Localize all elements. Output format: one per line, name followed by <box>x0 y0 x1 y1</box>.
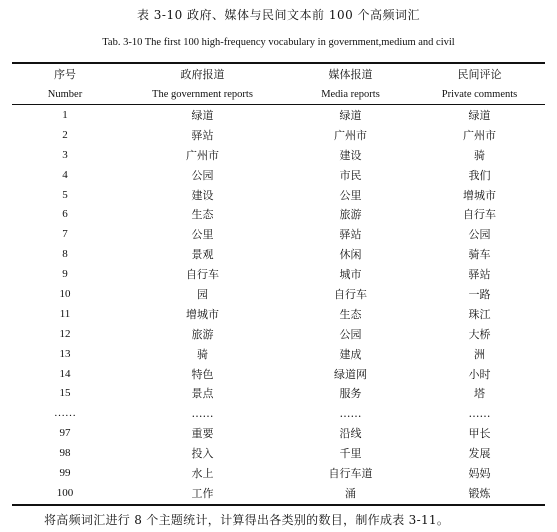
cell-media: 市民 <box>339 168 362 182</box>
cell-private: 发展 <box>468 447 491 461</box>
cell-number: 4 <box>62 168 68 181</box>
cell-private: 广州市 <box>463 128 496 142</box>
table-caption-english: Tab. 3-10 The first 100 high-frequency vocabulary in government,medium and civil <box>102 37 455 48</box>
cell-government: 水上 <box>191 466 214 480</box>
cell-private: 骑车 <box>468 248 491 262</box>
cell-private: 增城市 <box>463 188 496 202</box>
header-number-cn: 序号 <box>54 68 76 81</box>
cell-private: 我们 <box>468 168 491 182</box>
cell-government: 驿站 <box>191 128 214 142</box>
table-header <box>12 64 545 104</box>
cell-private: 骑 <box>474 148 485 162</box>
table-row <box>12 483 545 503</box>
table-row <box>12 264 545 284</box>
cell-media: 自行车道 <box>328 466 373 480</box>
cell-number: 13 <box>59 347 71 360</box>
header-government-cn: 政府报道 <box>180 68 225 81</box>
cell-number: 10 <box>59 287 71 300</box>
cell-number: 2 <box>62 128 68 141</box>
table-row <box>12 324 545 344</box>
cell-media: 建成 <box>339 347 362 361</box>
cell-government: 生态 <box>191 208 214 222</box>
cell-private: 驿站 <box>468 268 491 282</box>
cell-government: 骑 <box>197 347 208 361</box>
cell-government: 投入 <box>191 447 214 461</box>
cell-private: 绿道 <box>468 108 491 122</box>
cell-number: 98 <box>59 447 71 460</box>
cell-media: 沿线 <box>339 427 362 441</box>
header-private-cn: 民间评论 <box>457 68 502 81</box>
cell-number: 14 <box>59 367 71 380</box>
cell-private: 塔 <box>474 387 485 401</box>
header-media-en: Media reports <box>321 88 380 100</box>
table-body <box>12 105 545 503</box>
table-bottom-rule <box>12 504 545 506</box>
cell-number: 99 <box>59 466 71 479</box>
table-row <box>12 105 545 125</box>
cell-number: 11 <box>59 307 71 320</box>
cell-government: 园 <box>197 287 208 301</box>
cell-private: 自行车 <box>463 208 496 222</box>
header-government-en: The government reports <box>152 88 253 100</box>
table-row <box>12 443 545 463</box>
cell-media: 公里 <box>339 188 362 202</box>
header-private-en: Private comments <box>441 88 518 100</box>
cell-government: 自行车 <box>186 268 219 282</box>
cell-government: 工作 <box>191 486 214 500</box>
cell-number: 9 <box>62 268 68 281</box>
table-row <box>12 344 545 364</box>
cell-private: 甲长 <box>468 427 491 441</box>
cell-number: 7 <box>62 228 68 241</box>
cell-media: 广州市 <box>334 128 367 142</box>
header-row-chinese <box>12 64 545 84</box>
cell-government: 公里 <box>191 228 214 242</box>
cell-media: 生态 <box>339 307 362 321</box>
cell-number: 97 <box>59 427 71 440</box>
table-row <box>12 284 545 304</box>
table-row <box>12 463 545 483</box>
cell-media: …… <box>339 406 362 420</box>
table-row <box>12 364 545 384</box>
table-row <box>12 204 545 224</box>
cell-government: 景观 <box>191 248 214 262</box>
cell-government: 特色 <box>191 367 214 381</box>
table-row <box>12 125 545 145</box>
cell-private: 公园 <box>468 228 491 242</box>
table-row <box>12 304 545 324</box>
cell-government: 景点 <box>191 387 214 401</box>
header-number-en: Number <box>47 88 83 100</box>
body-paragraph: 将高频词汇进行 8 个主题统计，计算得出各类别的数目，制作成表 3-11。 <box>44 513 450 527</box>
table-row <box>12 423 545 443</box>
cell-government: 建设 <box>191 188 214 202</box>
table-row <box>12 403 545 423</box>
cell-media: 驿站 <box>339 228 362 242</box>
cell-number: …… <box>54 407 76 420</box>
cell-media: 服务 <box>339 387 362 401</box>
cell-government: 公园 <box>191 168 214 182</box>
table-row <box>12 165 545 185</box>
cell-private: 珠江 <box>468 307 491 321</box>
cell-number: 100 <box>56 486 74 499</box>
cell-number: 15 <box>59 387 71 400</box>
cell-media: 千里 <box>339 447 362 461</box>
header-row-english <box>12 84 545 104</box>
cell-media: 自行车 <box>334 287 367 301</box>
cell-media: 休闲 <box>339 248 362 262</box>
cell-media: 绿道网 <box>334 367 367 381</box>
cell-media: 城市 <box>339 268 362 282</box>
cell-government: 增城市 <box>186 307 219 321</box>
cell-media: 建设 <box>339 148 362 162</box>
cell-media: 公园 <box>339 327 362 341</box>
cell-media: 绿道 <box>339 108 362 122</box>
cell-number: 6 <box>62 208 68 221</box>
cell-number: 12 <box>59 327 71 340</box>
cell-media: 涌 <box>345 486 356 500</box>
table-row <box>12 145 545 165</box>
table-row <box>12 244 545 264</box>
table-caption-chinese: 表 3-10 政府、媒体与民间文本前 100 个高频词汇 <box>136 8 421 22</box>
cell-government: 重要 <box>191 427 214 441</box>
cell-number: 5 <box>62 188 68 201</box>
table-row <box>12 224 545 244</box>
cell-private: 洲 <box>474 347 485 361</box>
cell-number: 3 <box>62 148 68 161</box>
cell-government: 绿道 <box>191 108 214 122</box>
cell-number: 1 <box>62 108 68 121</box>
table-row <box>12 185 545 205</box>
table-row <box>12 383 545 403</box>
cell-private: …… <box>468 406 491 420</box>
header-media-cn: 媒体报道 <box>328 68 373 81</box>
cell-private: 小时 <box>468 367 491 381</box>
cell-private: 锻炼 <box>468 486 491 500</box>
cell-private: 大桥 <box>468 327 491 341</box>
cell-private: 妈妈 <box>468 466 491 480</box>
cell-government: 广州市 <box>186 148 219 162</box>
cell-private: 一路 <box>468 287 491 301</box>
cell-government: …… <box>191 406 214 420</box>
cell-government: 旅游 <box>191 327 214 341</box>
cell-media: 旅游 <box>339 208 362 222</box>
cell-number: 8 <box>62 248 68 261</box>
